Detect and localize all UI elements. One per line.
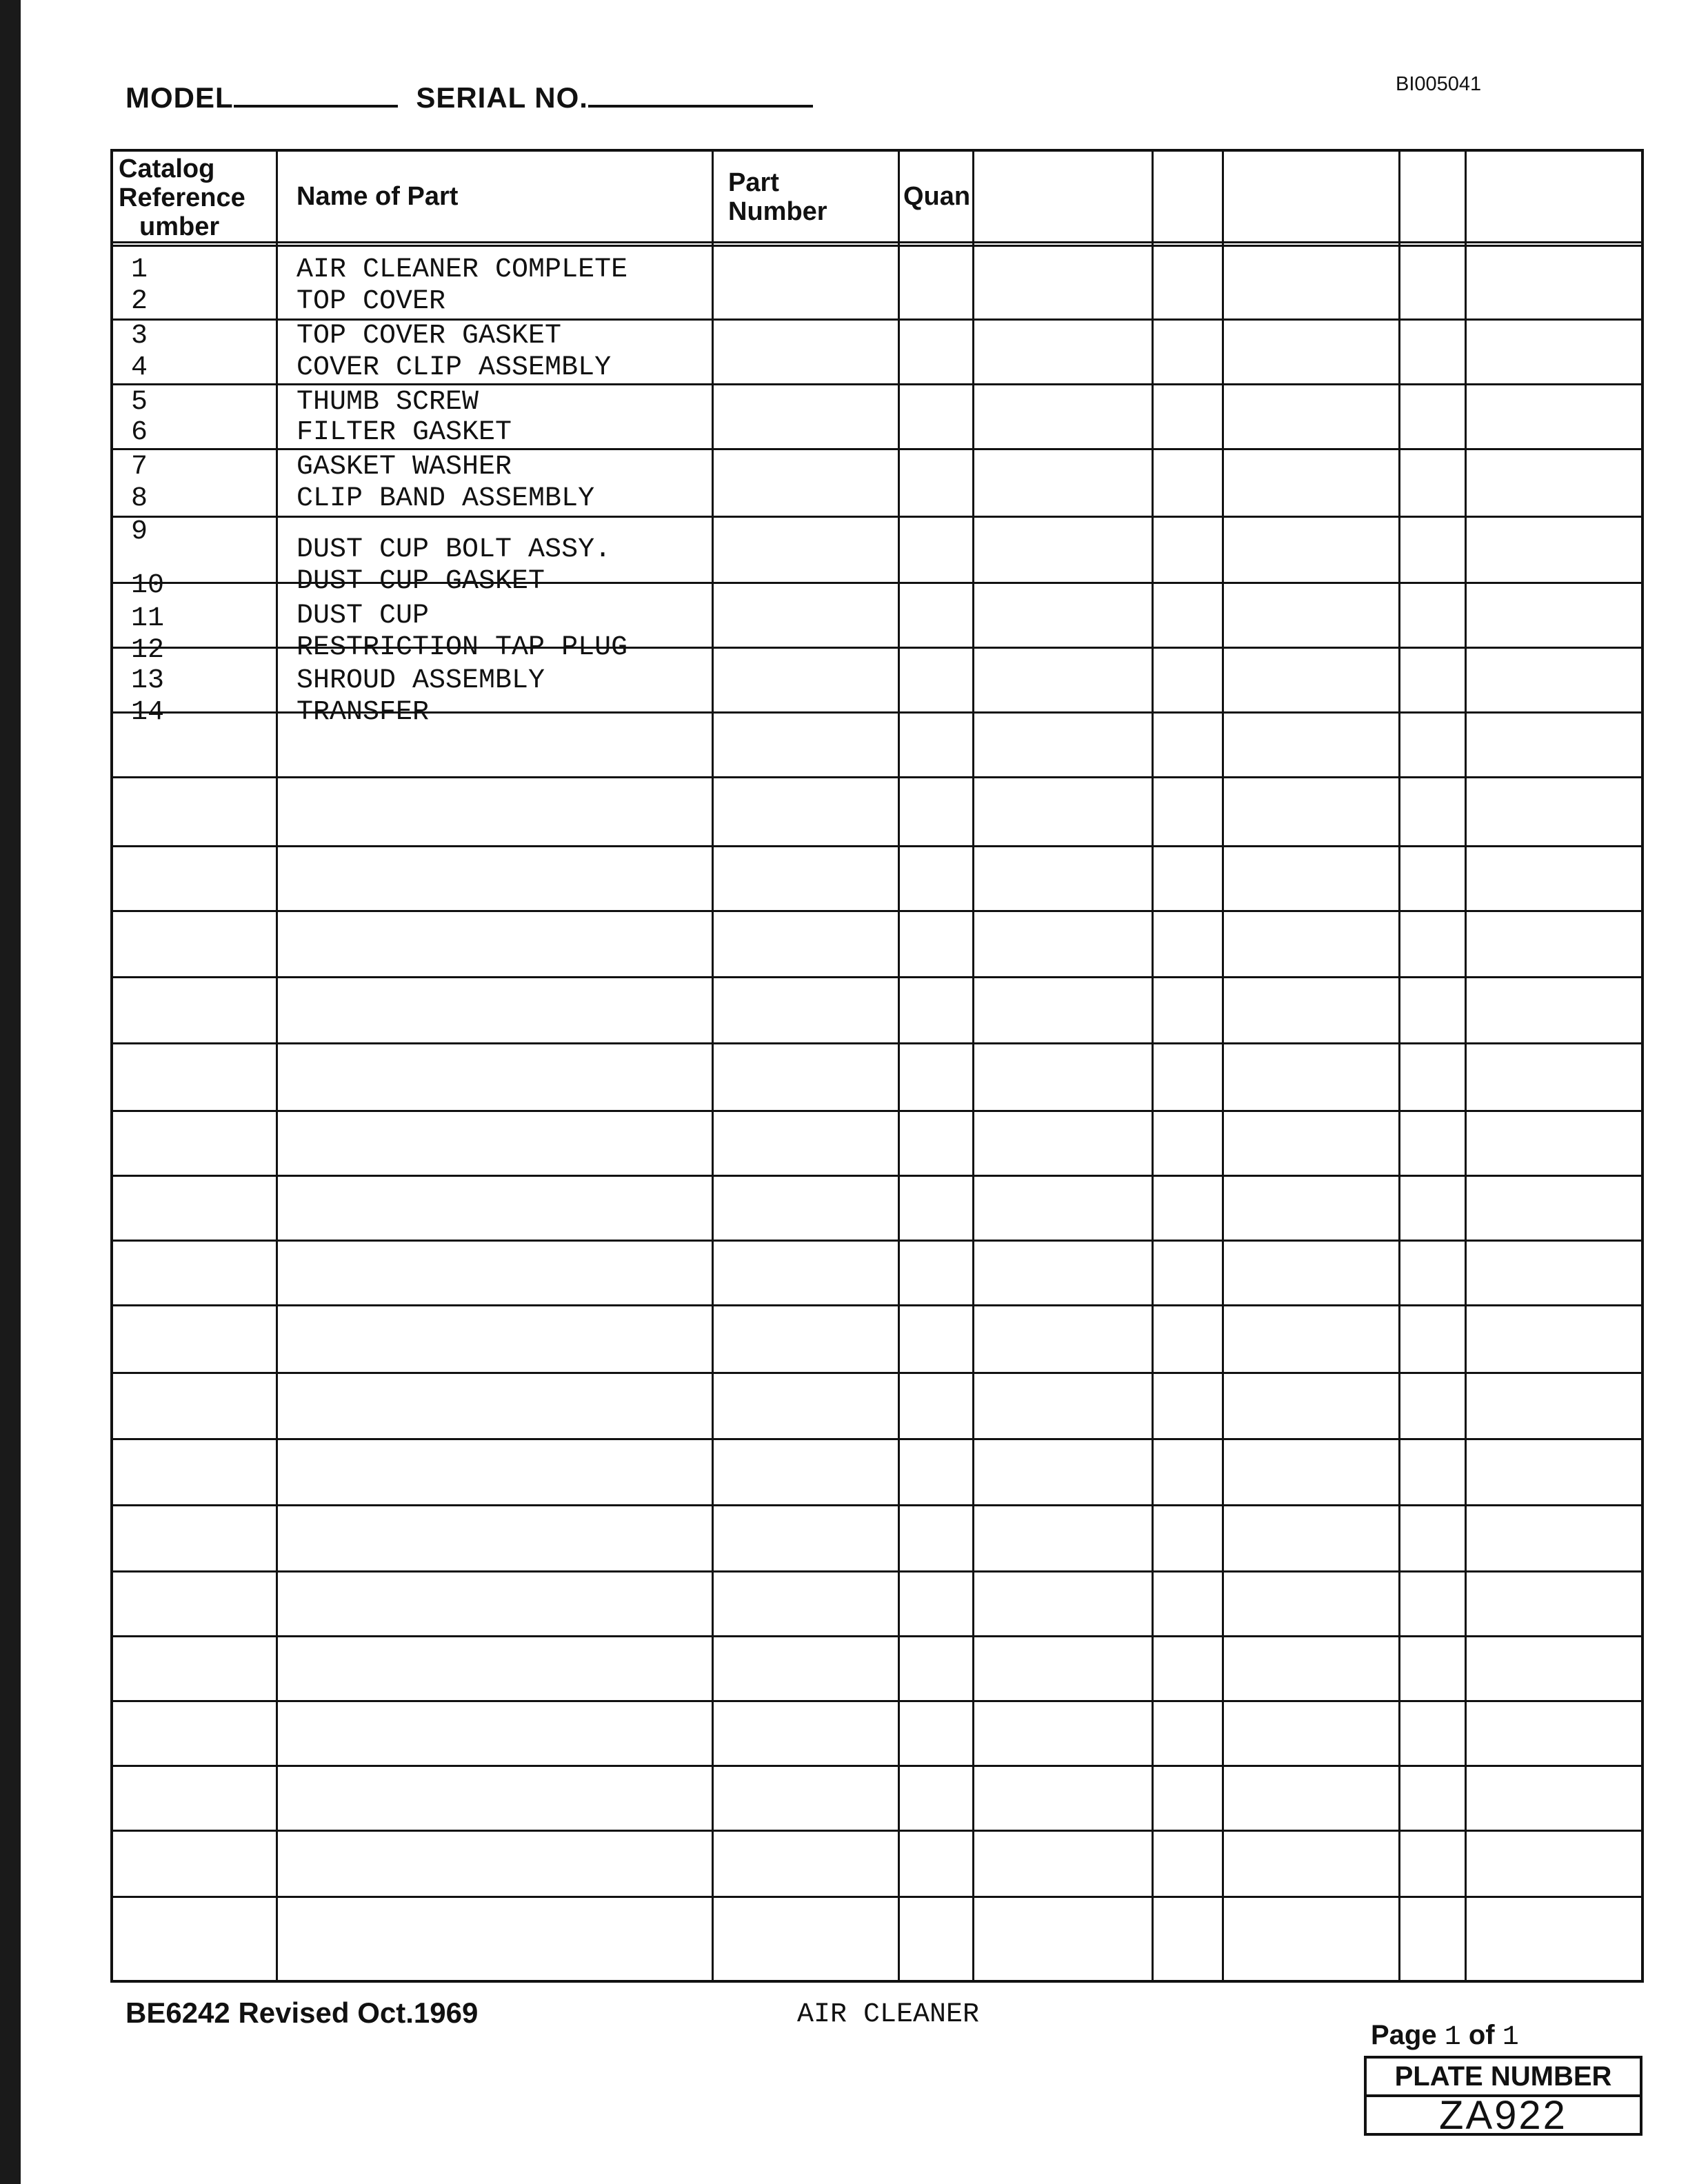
header-part-number: Part Number [728, 168, 827, 226]
header-separator [113, 241, 1641, 247]
scan-edge [0, 0, 21, 2184]
row-line [113, 910, 1641, 912]
row-line [113, 1504, 1641, 1506]
ref-number: 5 [131, 387, 148, 418]
ref-number: 7 [131, 452, 148, 483]
row-line [113, 1830, 1641, 1832]
part-name: DUST CUP BOLT ASSY. [297, 534, 612, 565]
row-line [113, 1570, 1641, 1573]
ref-number: 2 [131, 286, 148, 317]
plate-number-value: ZA922 [1439, 2093, 1567, 2138]
row-line [113, 1240, 1641, 1242]
ref-number: 14 [131, 697, 165, 728]
document-title: AIR CLEANER [797, 1999, 980, 2030]
parts-table [110, 149, 1644, 1983]
form-revision: BE6242 Revised Oct.1969 [125, 1996, 479, 2029]
page-indicator: Page 1 of 1 [1371, 2020, 1519, 2053]
row-line [113, 845, 1641, 847]
model-label: MODEL [125, 81, 234, 114]
part-name: FILTER GASKET [297, 417, 512, 448]
part-name: DUST CUP [297, 600, 430, 631]
part-name: CLIP BAND ASSEMBLY [297, 483, 595, 514]
ref-number: 1 [131, 254, 148, 285]
ref-number: 12 [131, 635, 165, 666]
part-name: TOP COVER GASKET [297, 321, 562, 352]
column-divider [276, 152, 278, 1980]
ref-number: 3 [131, 321, 148, 352]
model-field[interactable] [234, 102, 398, 108]
row-line [113, 1372, 1641, 1374]
part-name: AIR CLEANER COMPLETE [297, 254, 628, 285]
serial-field[interactable] [588, 102, 813, 108]
ref-number: 13 [131, 665, 165, 696]
ref-number: 8 [131, 483, 148, 514]
row-line [113, 1765, 1641, 1767]
row-line [113, 976, 1641, 978]
ref-number: 11 [131, 603, 165, 634]
row-line [113, 1635, 1641, 1637]
row-line [113, 1110, 1641, 1112]
serial-label: SERIAL NO. [416, 81, 588, 114]
document-id: BI005041 [1396, 73, 1482, 95]
row-line [113, 516, 1641, 518]
row-line [113, 1896, 1641, 1898]
part-name: TOP COVER [297, 286, 446, 317]
column-divider [1398, 152, 1400, 1980]
row-line [113, 776, 1641, 778]
column-divider [1152, 152, 1154, 1980]
column-divider [898, 152, 900, 1980]
row-line [113, 1175, 1641, 1177]
column-divider [1222, 152, 1224, 1980]
header-catalog-reference: Catalog Reference umber [119, 154, 245, 241]
part-name: TRANSFER [297, 697, 430, 728]
part-name: THUMB SCREW [297, 387, 479, 418]
part-name: DUST CUP GASKET [297, 566, 545, 597]
part-name: SHROUD ASSEMBLY [297, 665, 545, 696]
ref-number: 6 [131, 417, 148, 448]
part-name: COVER CLIP ASSEMBLY [297, 352, 612, 383]
ref-number: 10 [131, 570, 165, 601]
plate-number-box [1364, 2056, 1642, 2136]
column-divider [1465, 152, 1467, 1980]
column-divider [712, 152, 714, 1980]
row-line [113, 1304, 1641, 1306]
row-line [113, 1700, 1641, 1702]
part-name: GASKET WASHER [297, 452, 512, 483]
header-name-of-part: Name of Part [297, 182, 459, 211]
column-divider [972, 152, 974, 1980]
plate-number-label: PLATE NUMBER [1367, 2059, 1640, 2097]
row-line [113, 1438, 1641, 1440]
part-name: RESTRICTION TAP PLUG [297, 632, 628, 663]
row-line [113, 1042, 1641, 1044]
model-serial-line [125, 81, 813, 114]
ref-number: 4 [131, 352, 148, 383]
ref-number: 9 [131, 516, 148, 547]
header-quantity: Quan [903, 182, 971, 211]
